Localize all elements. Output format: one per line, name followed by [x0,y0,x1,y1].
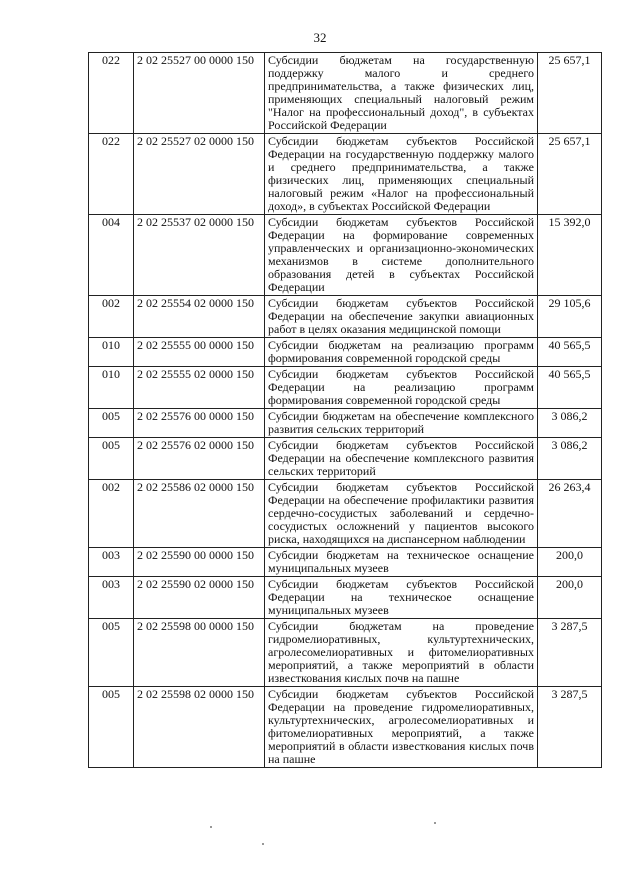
table-row [89,619,602,687]
income-name-cell: Субсидии бюджетам на государственную поддержку малого и среднего предпринимательства, а также физических лиц, применяющих специальный налоговый режим "Налог на профессиональный доход", в субъектах Российской Федерации [265,53,538,134]
amount-cell: 40 565,5 [538,338,602,367]
admin-code-cell: 004 [89,215,134,296]
budget-code-cell: 2 02 25527 00 0000 150 [134,53,265,134]
table-row [89,548,602,577]
income-name-cell: Субсидии бюджетам на проведение гидромелиоративных, культуртехнических, агролесомелиоративных и фитомелиоративных мероприятий, а также мероприятий в области известкования кислых почв на пашне [265,619,538,687]
income-name-cell: Субсидии бюджетам субъектов Российской Федерации на реализацию программ формирования современной городской среды [265,367,538,409]
budget-code-cell: 2 02 25576 02 0000 150 [134,438,265,480]
budget-table [88,52,602,768]
budget-code-cell: 2 02 25598 02 0000 150 [134,687,265,768]
income-name-cell: Субсидии бюджетам субъектов Российской Федерации на формирование современных управленческих и организационно-экономических механизмов в системе дополнительного образования детей в субъектах Российской Федерации [265,215,538,296]
income-name-cell: Субсидии бюджетам на техническое оснащение муниципальных музеев [265,548,538,577]
budget-code-cell: 2 02 25598 00 0000 150 [134,619,265,687]
amount-cell: 25 657,1 [538,134,602,215]
admin-code-cell: 005 [89,687,134,768]
budget-code-cell: 2 02 25576 00 0000 150 [134,409,265,438]
table-row [89,480,602,548]
admin-code-cell: 022 [89,53,134,134]
income-name-cell: Субсидии бюджетам субъектов Российской Федерации на проведение гидромелиоративных, культуртехнических, агролесомелиоративных и фитомелиоративных мероприятий, а также мероприятий в области известкования кислых почв на пашне [265,687,538,768]
scan-speck [434,822,436,824]
admin-code-cell: 005 [89,438,134,480]
budget-code-cell: 2 02 25554 02 0000 150 [134,296,265,338]
admin-code-cell: 010 [89,338,134,367]
table-row [89,134,602,215]
table-row [89,438,602,480]
budget-code-cell: 2 02 25555 02 0000 150 [134,367,265,409]
amount-cell: 200,0 [538,548,602,577]
budget-code-cell: 2 02 25590 00 0000 150 [134,548,265,577]
table-row [89,687,602,768]
budget-code-cell: 2 02 25555 00 0000 150 [134,338,265,367]
income-name-cell: Субсидии бюджетам субъектов Российской Федерации на государственную поддержку малого и среднего предпринимательства, а также физических лиц, применяющих специальный налоговый режим «Налог на профессиональный доход», в субъектах Российской Федерации [265,134,538,215]
income-name-cell: Субсидии бюджетам субъектов Российской Федерации на техническое оснащение муниципальных музеев [265,577,538,619]
admin-code-cell: 005 [89,409,134,438]
amount-cell: 29 105,6 [538,296,602,338]
scan-speck [210,826,212,828]
table-row [89,338,602,367]
table-row [89,577,602,619]
amount-cell: 3 287,5 [538,619,602,687]
income-name-cell: Субсидии бюджетам субъектов Российской Федерации на обеспечение комплексного развития сельских территорий [265,438,538,480]
table-row [89,53,602,134]
amount-cell: 26 263,4 [538,480,602,548]
admin-code-cell: 022 [89,134,134,215]
table-row [89,215,602,296]
admin-code-cell: 002 [89,480,134,548]
budget-code-cell: 2 02 25537 02 0000 150 [134,215,265,296]
admin-code-cell: 010 [89,367,134,409]
admin-code-cell: 003 [89,548,134,577]
admin-code-cell: 005 [89,619,134,687]
budget-code-cell: 2 02 25590 02 0000 150 [134,577,265,619]
amount-cell: 15 392,0 [538,215,602,296]
amount-cell: 3 086,2 [538,409,602,438]
budget-code-cell: 2 02 25586 02 0000 150 [134,480,265,548]
income-name-cell: Субсидии бюджетам на обеспечение комплексного развития сельских территорий [265,409,538,438]
admin-code-cell: 003 [89,577,134,619]
table-body [89,53,602,768]
scan-speck [262,843,264,845]
amount-cell: 200,0 [538,577,602,619]
income-name-cell: Субсидии бюджетам субъектов Российской Федерации на обеспечение закупки авиационных работ в целях оказания медицинской помощи [265,296,538,338]
table-row [89,409,602,438]
table-row [89,296,602,338]
budget-code-cell: 2 02 25527 02 0000 150 [134,134,265,215]
amount-cell: 40 565,5 [538,367,602,409]
page-number: 32 [313,30,327,45]
admin-code-cell: 002 [89,296,134,338]
table-row [89,367,602,409]
amount-cell: 3 287,5 [538,687,602,768]
amount-cell: 3 086,2 [538,438,602,480]
amount-cell: 25 657,1 [538,53,602,134]
income-name-cell: Субсидии бюджетам субъектов Российской Федерации на обеспечение профилактики развития сердечно-сосудистых заболеваний и сердечно-сосудистых осложнений у пациентов высокого риска, находящихся на диспансерном наблюдении [265,480,538,548]
income-name-cell: Субсидии бюджетам на реализацию программ формирования современной городской среды [265,338,538,367]
